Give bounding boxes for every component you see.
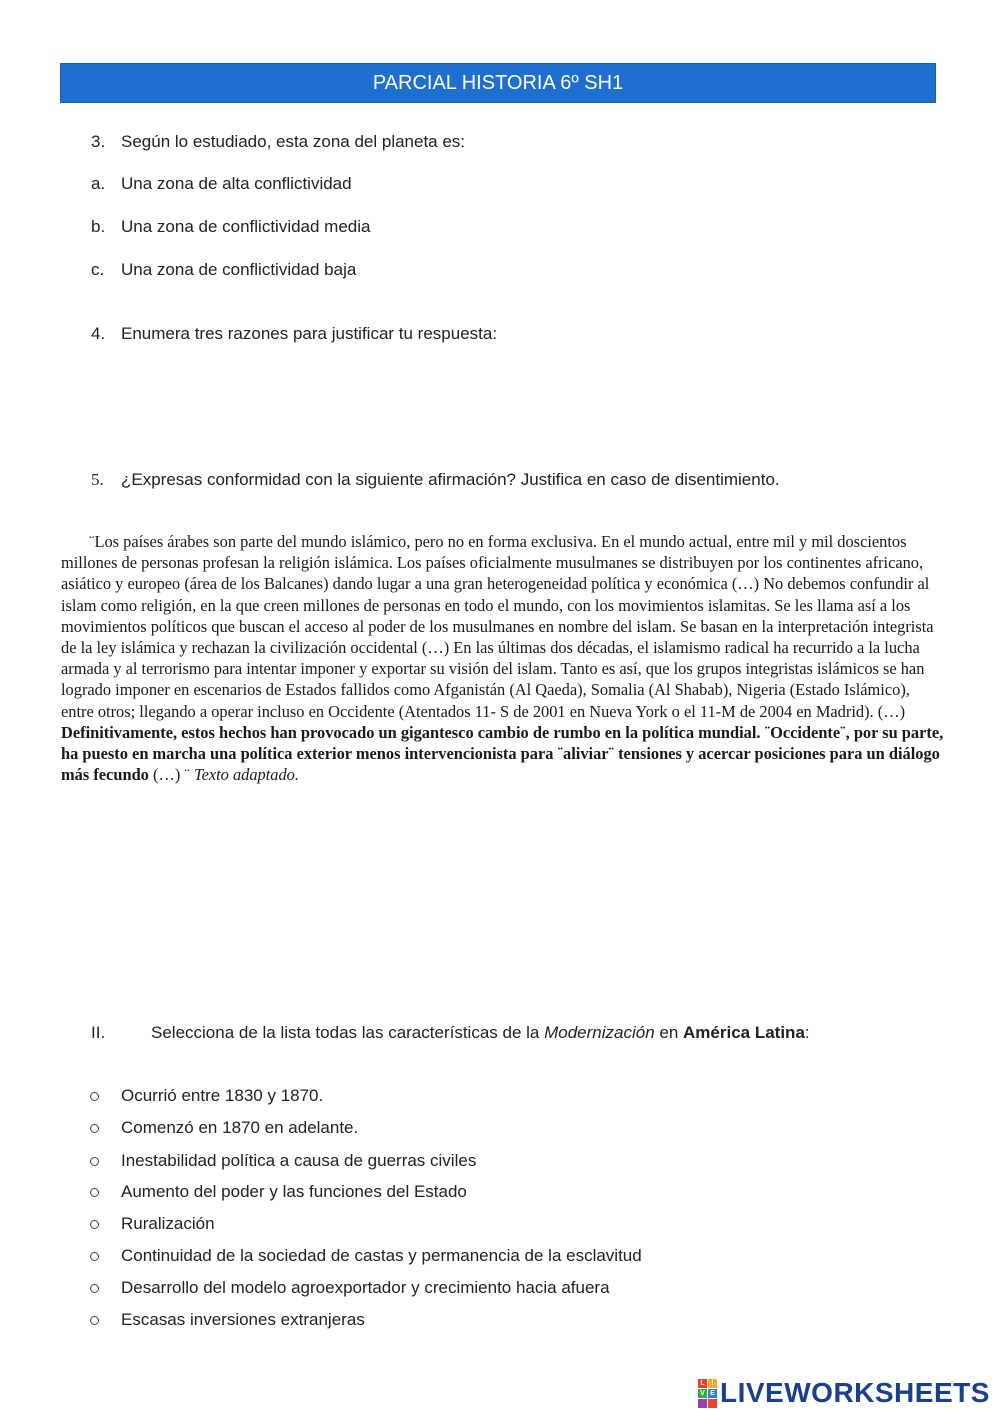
checklist-item-label: Ruralización [121,1214,215,1233]
option-circle-icon[interactable] [90,1157,99,1166]
option-letter: b. [91,217,106,236]
option-circle-icon[interactable] [90,1124,99,1133]
instruction-bold: América Latina [683,1023,805,1042]
question-number: 5. [91,470,104,489]
quote-paragraph [61,531,945,785]
checklist-item-label: Inestabilidad política a causa de guerras civiles [121,1151,477,1170]
instruction-text: en [654,1023,684,1042]
page-title: PARCIAL HISTORIA 6º SH1 [372,72,624,94]
checklist-item-label: Comenzó en 1870 en adelante. [121,1118,359,1137]
brand-name: LIVEWORKSHEETS [720,1377,990,1408]
option-circle-icon[interactable] [90,1188,99,1197]
option-text: Una zona de alta conflictividad [121,174,352,193]
question-number: 4. [91,324,106,343]
option-circle-icon[interactable] [90,1252,99,1261]
checklist-item-label: Aumento del poder y las funciones del Estado [121,1182,467,1201]
logo-letter: I [708,1379,717,1388]
instruction-italic: Modernización [544,1023,655,1042]
option-circle-icon[interactable] [90,1092,99,1101]
checklist-item-label: Escasas inversiones extranjeras [121,1310,365,1329]
option-circle-icon[interactable] [90,1220,99,1229]
checklist-item-label: Continuidad de la sociedad de castas y permanencia de la esclavitud [121,1246,642,1265]
logo-letter: E [708,1389,717,1398]
instruction-text: : [804,1023,810,1042]
question-number: 3. [91,132,106,151]
quote-plain-text: ¨Los países árabes son parte del mundo islámico, pero no en forma exclusiva. En el mundo actual, entre mil y mil doscientos millones de personas profesan la religión islámica. Los países oficialmente musulmanes se distribuyen por los continentes africano, asiático y europeo (área de los Balcanes) dando lugar a una gran heterogeneidad política y económica (…) No debemos confundir al islam como religión, en la que creen millones de personas en todo el mundo, con los movimientos islamitas. Se les llama así a los movimientos políticos que buscan el acceso al poder de los musulmanes en nombre del islam. Se basan en la interpretación integrista de la ley islámica y rechazan la civilización occidental (…) En las últimas dos décadas, el islamismo radical ha recurrido a la lucha armada y al terrorismo para intentar imponer y exportar su visión del islam. Tanto es así, que los grupos integristas islámicos se han logrado imponer en escenarios de Estados fallidos como Afganistán (Al Qaeda), Somalia (Al Shabab), Nigeria (Estado Islámico), entre otros; llegando a operar incluso en Occidente (Atentados 11- S de 2001 en Nueva York o el 11-M de 2004 en Madrid). (…) [61,532,934,721]
checklist-item-label: Desarrollo del modelo agroexportador y crecimiento hacia afuera [121,1278,610,1297]
page-header [60,63,936,103]
option-letter: c. [91,260,105,279]
instruction-text: Selecciona de la lista todas las características de la [151,1023,545,1042]
section-instruction [151,1023,810,1043]
section-number: II. [91,1023,106,1042]
quote-ellipsis: (…) ¨ [148,765,194,785]
option-circle-icon[interactable] [90,1284,99,1293]
question-text: Enumera tres razones para justificar tu respuesta: [121,324,498,343]
logo-letter [708,1399,717,1408]
question-text: Según lo estudiado, esta zona del planeta es: [121,132,466,151]
quote-bold-text: Definitivamente, estos hechos han provocado un gigantesco cambio de rumbo en la política mundial. ¨Occidente¨, por su parte, ha puesto en marcha una política exterior menos intervencionista para ¨aliviar¨ tensiones y acercar posiciones para un diálogo más fecundo [61,722,944,785]
option-text: Una zona de conflictividad baja [121,260,357,279]
option-letter: a. [91,174,106,193]
checklist-item-label: Ocurrió entre 1830 y 1870. [121,1086,324,1105]
logo-mark-icon [698,1379,717,1408]
quote-source: Texto adaptado. [193,765,299,785]
logo-letter [698,1399,707,1408]
question-text: ¿Expresas conformidad con la siguiente afirmación? Justifica en caso de disentimiento. [121,470,780,489]
logo-letter: L [698,1379,707,1388]
liveworksheets-logo[interactable] [698,1378,990,1408]
option-text: Una zona de conflictividad media [121,217,371,236]
option-circle-icon[interactable] [90,1316,99,1325]
logo-letter: V [698,1389,707,1398]
